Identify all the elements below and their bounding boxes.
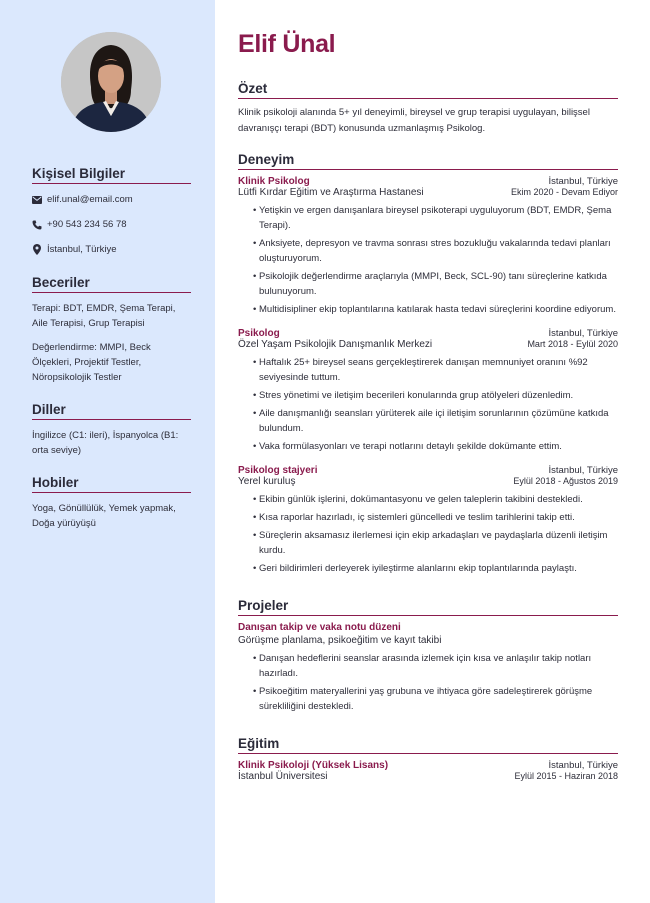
mail-icon (32, 195, 42, 205)
hobbies-text: Yoga, Gönüllülük, Yemek yapmak, Doğa yürüyüşü (32, 503, 176, 529)
job-dates: Mart 2018 - Eylül 2020 (527, 339, 618, 349)
job-dates: Eylül 2018 - Ağustos 2019 (513, 476, 618, 486)
job-title: Psikolog stajyeri (238, 465, 318, 476)
bullet-item: • Ekibin günlük işlerini, dokümantasyonu ve gelen taleplerin takibini destekledi. (254, 492, 618, 507)
hobbies-heading: Hobiler (32, 475, 191, 493)
bullet-item: • Haftalık 25+ bireysel seans gerçekleştirerek danışan memnuniyet oranını %92 seviyesinde tuttum. (254, 355, 618, 385)
languages-text: İngilizce (C1: ileri), İspanyolca (B1: orta seviye) (32, 430, 179, 456)
job-location: İstanbul, Türkiye (548, 328, 618, 339)
job-location: İstanbul, Türkiye (548, 176, 618, 187)
profile-photo (61, 32, 161, 132)
project-subtitle: Görüşme planlama, psikoeğitim ve kayıt takibi (238, 635, 442, 646)
skill-therapy: Terapi: BDT, EMDR, Şema Terapi, Aile Terapisi, Grup Terapisi (32, 303, 176, 329)
bullet-item: • Vaka formülasyonları ve terapi notlarını detaylı şekilde dokümante ettim. (254, 439, 618, 454)
job-dates: Ekim 2020 - Devam Ediyor (510, 187, 618, 197)
education-heading: Eğitim (238, 736, 618, 754)
languages-heading: Diller (32, 402, 191, 420)
sidebar (0, 0, 215, 903)
email-text[interactable]: elif.unal@email.com (47, 194, 133, 205)
phone-text[interactable]: +90 543 234 56 78 (47, 219, 127, 230)
bullet-item: • Psikoeğitim materyallerini yaş grubuna ve ihtiyaca göre sadeleştirerek görüşme sürekliliğini destekledi. (254, 684, 618, 714)
bullet-item: • Aile danışmanlığı seansları yürüterek aile içi iletişim sorunlarının çözümüne katkıda bulundum. (254, 406, 618, 436)
project-entry (238, 622, 618, 714)
bullet-item: • Multidisipliner ekip toplantılarına katılarak hasta tedavi süreçlerini koordine ediyorum. (254, 302, 618, 317)
personal-info-section (32, 166, 191, 255)
projects-heading: Projeler (238, 598, 618, 616)
main-content (238, 30, 618, 782)
bullet-item: • Geri bildirimleri derleyerek iyileştirme alanlarını ekip toplantılarında paylaştı. (254, 561, 618, 576)
experience-entry (238, 328, 618, 454)
project-name: Danışan takip ve vaka notu düzeni (238, 622, 401, 633)
summary-section (238, 81, 618, 136)
education-section (238, 736, 618, 782)
summary-text: Klinik psikoloji alanında 5+ yıl deneyimli, bireysel ve grup terapisi uygulayan, bilişsel davranışçı terapi (BDT) konusunda uzmanlaşmış Psikolog. (238, 107, 590, 134)
location-pin-icon (32, 245, 42, 255)
location-row (32, 244, 191, 255)
bullet-item: • Psikolojik değerlendirme araçlarıyla (MMPI, Beck, SCL-90) tanı süreçlerine katkıda bulunuyorum. (254, 269, 618, 299)
job-title: Klinik Psikolog (238, 176, 310, 187)
job-organization: Özel Yaşam Psikolojik Danışmanlık Merkezi (238, 339, 433, 350)
summary-heading: Özet (238, 81, 618, 99)
school-location: İstanbul, Türkiye (548, 760, 618, 771)
bullet-item: • Danışan hedeflerini seanslar arasında izlemek için kısa ve anlaşılır takip notları hazırladı. (254, 651, 618, 681)
job-bullets (254, 492, 618, 576)
experience-section (238, 152, 618, 576)
bullet-item: • Kısa raporlar hazırladı, iç sistemleri güncelledi ve teslim tarihlerini takip etti. (254, 510, 618, 525)
phone-icon (32, 220, 42, 230)
candidate-name: Elif Ünal (238, 30, 336, 58)
job-location: İstanbul, Türkiye (548, 465, 618, 476)
experience-entry (238, 465, 618, 576)
bullet-item: • Anksiyete, depresyon ve travma sonrası stres bozukluğu vakalarında tedavi planları oluşturuyorum. (254, 236, 618, 266)
experience-heading: Deneyim (238, 152, 618, 170)
hobbies-section (32, 475, 191, 531)
email-row (32, 194, 191, 205)
school-name: İstanbul Üniversitesi (238, 771, 328, 782)
bullet-item: • Stres yönetimi ve iletişim becerileri konularında grup atölyeleri düzenledim. (254, 388, 618, 403)
degree-title: Klinik Psikoloji (Yüksek Lisans) (238, 760, 389, 771)
job-bullets (254, 203, 618, 317)
job-organization: Yerel kuruluş (238, 476, 296, 487)
skills-heading: Beceriler (32, 275, 191, 293)
languages-section (32, 402, 191, 458)
job-organization: Lütfi Kırdar Eğitim ve Araştırma Hastanesi (238, 187, 424, 198)
bullet-item: • Süreçlerin aksamasız ilerlemesi için ekip arkadaşları ve paydaşlarla düzenli iletişim kurdu. (254, 528, 618, 558)
project-bullets (254, 651, 618, 714)
job-title: Psikolog (238, 328, 280, 339)
experience-entry (238, 176, 618, 317)
location-text: İstanbul, Türkiye (47, 244, 117, 255)
personal-info-heading: Kişisel Bilgiler (32, 166, 191, 184)
projects-section (238, 598, 618, 714)
job-bullets (254, 355, 618, 454)
skills-section (32, 275, 191, 385)
phone-row (32, 219, 191, 230)
skill-assessment: Değerlendirme: MMPI, Beck Ölçekleri, Projektif Testler, Nöropsikolojik Testler (32, 342, 151, 383)
education-dates: Eylül 2015 - Haziran 2018 (514, 771, 618, 781)
bullet-item: • Yetişkin ve ergen danışanlara bireysel psikoterapi uyguluyorum (BDT, EMDR, Şema Terapi). (254, 203, 618, 233)
education-entry (238, 760, 618, 782)
